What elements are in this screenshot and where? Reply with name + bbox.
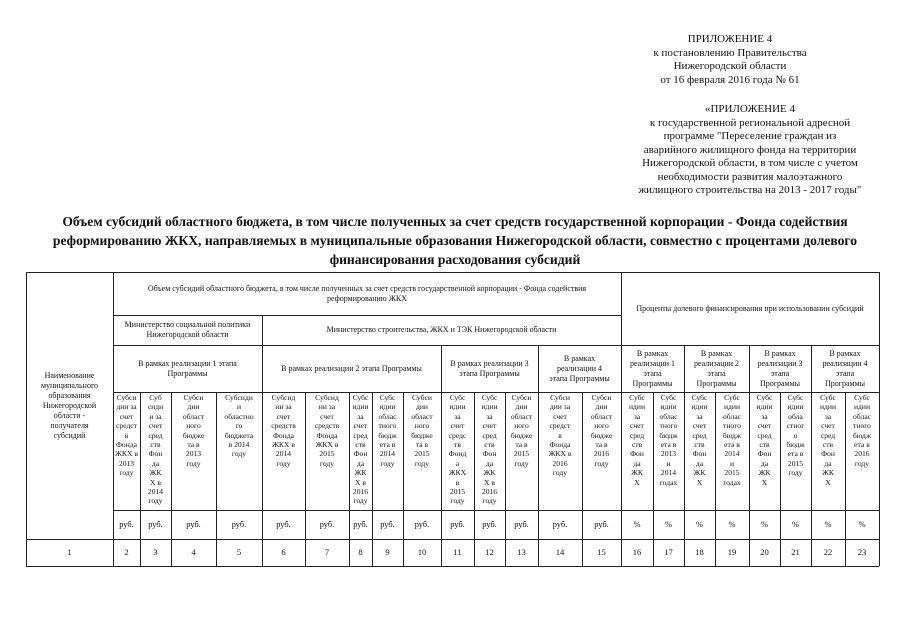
stage-header: В рамках реализации 1 этапа Программы: [138, 358, 237, 378]
appendix-label: ПРИЛОЖЕНИЕ 4: [687, 33, 773, 45]
column-header: Субс идии за счет средс тв Фонд а ЖКХ в 2015 году: [448, 393, 467, 506]
unit-cell: %: [858, 519, 866, 529]
quote-line: жилищного строительства на 2013 - 2017 годы": [638, 184, 862, 196]
column-header: Субс идии за счет сред ств Фон да ЖК Х: [819, 393, 837, 487]
column-number: 14: [555, 546, 565, 557]
column-header: Субс идии облас тного бюдж ета в 2014 году: [378, 393, 397, 468]
quote-label: «ПРИЛОЖЕНИЕ 4: [704, 103, 796, 115]
column-number: 16: [632, 546, 642, 557]
column-number: 5: [236, 546, 242, 557]
column-number: 17: [664, 546, 673, 557]
title-line: финансирования расходования субсидий: [329, 252, 581, 267]
column-header: Субс идии за счет сред ств Фон да ЖК Х в 2016 году: [352, 393, 369, 506]
table-rule: [372, 392, 373, 566]
column-number: 11: [453, 546, 462, 557]
column-number: 3: [153, 546, 158, 557]
unit-cell: руб.: [552, 519, 568, 529]
column-number: 13: [517, 546, 526, 557]
table-rule: [305, 392, 306, 566]
table-rule: [26, 539, 879, 540]
table-rule: [113, 315, 621, 316]
ministry-social-header: Министерство социальной политики Нижегородской области: [124, 320, 251, 339]
table-rule: [113, 345, 879, 346]
unit-cell: руб.: [186, 519, 201, 529]
unit-cell: %: [761, 519, 768, 529]
stage-header: В рамках реализации 2 этапа Программы: [693, 348, 740, 388]
quote-line: необходимости развития малоэтажного: [657, 170, 843, 183]
column-header: Субсид ии за счет средств Фонда ЖКХ в 2014 году: [271, 393, 296, 468]
row-header-municipality: Наименование муниципального образования Нижегородской области - получателя субсидий: [40, 370, 99, 440]
table-rule: [538, 345, 539, 566]
column-number: 6: [281, 546, 286, 557]
table-rule: [749, 345, 750, 566]
column-number: 10: [417, 546, 427, 557]
group-header-volume: Объем субсидий областного бюджета, в том числе полученных за счет средств государственной корпорации - Фонда содействия реформированию ЖКХ: [147, 283, 587, 303]
stage-header: В рамках реализации 1 этапа Программы: [629, 348, 676, 388]
group-header-percent: Проценты долевого финансирования при использовании субсидий: [636, 303, 864, 313]
stage-header: В рамках реализации 2 этапа Программы: [281, 363, 422, 373]
resolution-line: к постановлению Правительства: [653, 46, 807, 59]
table-rule: [140, 392, 141, 566]
column-number: 21: [791, 546, 800, 557]
unit-cell: руб.: [231, 519, 247, 529]
column-header: Субсид ии за счет средств Фонда ЖКХ в 2015 году: [314, 393, 340, 468]
unit-cell: %: [728, 519, 736, 529]
column-header: Субсиди и областно го бюджета в 2014 году: [224, 393, 254, 459]
unit-cell: %: [824, 519, 832, 529]
stage-header: В рамках реализации 3 этапа Программы: [450, 358, 529, 378]
column-number: 18: [695, 546, 704, 557]
table-rule: [780, 392, 781, 566]
table-rule: [113, 392, 879, 393]
unit-cell: руб.: [119, 519, 134, 529]
table-rule: [26, 566, 879, 567]
column-header: Субс идии за счет сред ств Фон да ЖК Х в 2016 году: [481, 393, 498, 506]
table-rule: [505, 392, 506, 566]
unit-cell: руб.: [482, 519, 497, 529]
column-number: 2: [124, 546, 129, 557]
column-header: Субси дии област ного бюдже та в 2016 году: [590, 393, 613, 468]
table-rule: [262, 315, 263, 566]
column-number: 7: [324, 546, 330, 557]
column-number: 15: [597, 546, 606, 557]
column-number: 22: [823, 546, 833, 557]
unit-cell: руб.: [148, 519, 163, 529]
unit-cell: %: [792, 519, 799, 529]
column-header: Субси дии за счет средст в Фонда ЖКХ в 2013 году: [115, 393, 138, 478]
region-line: Нижегородской области: [673, 60, 787, 72]
unit-cell: руб.: [380, 519, 395, 529]
column-number: 9: [385, 546, 390, 557]
table-rule: [113, 272, 114, 566]
column-header: Субс идии за счет сред ств Фон да ЖК Х: [691, 393, 708, 487]
table-rule: [684, 345, 685, 566]
unit-cell: %: [696, 519, 703, 529]
column-number: 23: [857, 546, 867, 557]
unit-cell: %: [633, 519, 641, 529]
table-rule: [621, 272, 622, 566]
column-number: 12: [485, 546, 494, 557]
unit-cell: руб.: [594, 519, 609, 529]
table-rule: [715, 392, 716, 566]
table-rule: [349, 392, 350, 566]
unit-cell: руб.: [414, 519, 430, 529]
table-rule: [845, 392, 846, 566]
column-header: Субс идии за счет сред ств Фон да ЖК Х: [628, 393, 646, 487]
column-header: Суб сиди и за счет сред ств Фон да ЖК Х в 2014 году: [147, 393, 164, 506]
column-header: Субс идии облас тного бюдж ета в 2013 и 2014 годах: [659, 393, 678, 487]
unit-cell: руб.: [450, 519, 465, 529]
date-line: от 16 февраля 2016 года № 61: [660, 73, 800, 86]
table-rule: [474, 392, 475, 566]
column-header: Субс идии облас тного бюдж ета в 2016 году: [852, 393, 872, 468]
column-header: Субс идии обла стног о бюдж ета в 2015 году: [786, 393, 805, 478]
table-rule: [26, 272, 879, 273]
table-rule: [879, 272, 880, 566]
column-number: 19: [727, 546, 737, 557]
table-rule: [441, 345, 442, 566]
column-header: Субси дии за счет средст в Фонда ЖКХ в 2016 году: [548, 393, 572, 478]
unit-cell: руб.: [319, 519, 335, 529]
quote-line: к государственной региональной адресной: [649, 116, 851, 129]
unit-cell: руб.: [353, 519, 368, 529]
column-header: Субси дии област ного бюдже та в 2015 году: [411, 393, 433, 468]
table-rule: [582, 392, 583, 566]
quote-line: аварийного жилищного фонда на территории: [643, 143, 857, 156]
column-header: Субси дии област ного бюдже та в 2013 году: [182, 393, 205, 468]
table-rule: [216, 392, 217, 566]
table-rule: [653, 392, 654, 566]
ministry-construction-header: Министерство строительства, ЖКХ и ТЭК Нижегородской области: [326, 325, 557, 334]
column-header: Субс идии облас тного бюдж ета в 2014 и 2015 годах: [722, 393, 742, 487]
table-rule: [113, 510, 879, 511]
quote-line: Нижегородской области, в том числе с учетом: [642, 157, 858, 169]
title-line: реформированию ЖКХ, направляемых в муниципальные образования Нижегородской области, совместно с процентами долевого: [52, 233, 858, 248]
table-rule: [26, 272, 27, 566]
column-number: 4: [191, 546, 196, 557]
stage-header: В рамках реализации 4 этапа Программы: [822, 348, 868, 388]
column-header: Субси дии област ного бюдже та в 2015 году: [510, 393, 533, 468]
column-number: 20: [760, 546, 769, 557]
unit-cell: %: [665, 519, 672, 529]
title-line: Объем субсидий областного бюджета, в том числе полученных за счет средств государственной корпорации - Фонда содействия: [62, 214, 848, 229]
table-rule: [403, 392, 404, 566]
stage-header: В рамках реализации 4 этапа Программы: [549, 353, 610, 383]
table-rule: [811, 345, 812, 566]
column-number: 1: [67, 546, 72, 557]
unit-cell: руб.: [514, 519, 529, 529]
column-header: Субс идии за счет сред ств Фон да ЖК Х: [756, 393, 773, 487]
stage-header: В рамках реализации 3 этапа Программы: [757, 348, 803, 388]
quote-line: программе "Переселение граждан из: [663, 130, 837, 142]
column-number: 8: [358, 546, 363, 557]
table-rule: [171, 392, 172, 566]
unit-cell: руб.: [276, 519, 291, 529]
